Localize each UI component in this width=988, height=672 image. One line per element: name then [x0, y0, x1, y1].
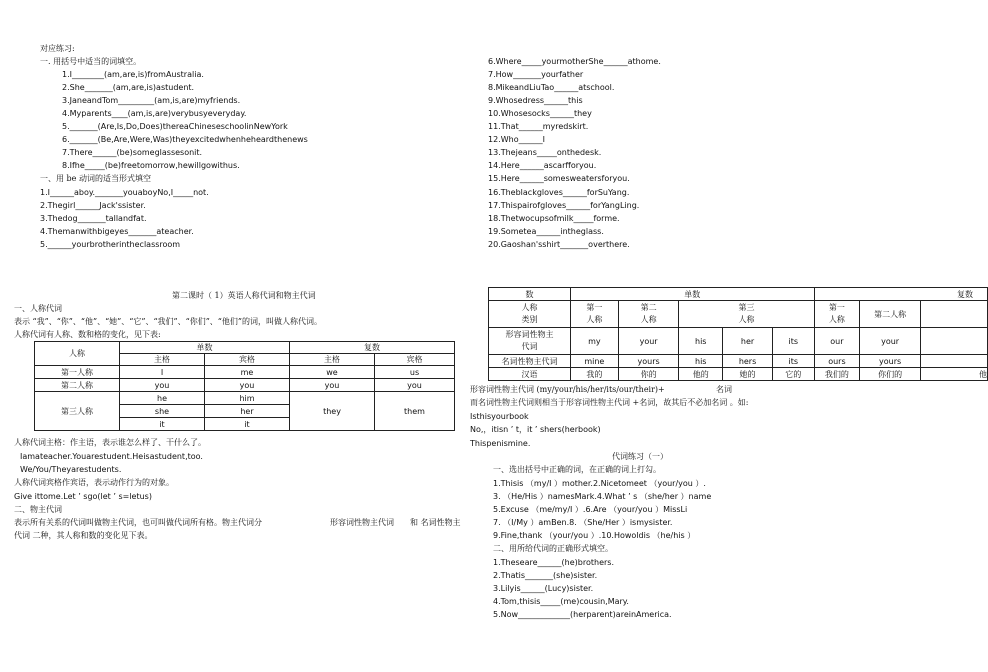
- table-cell: 他的: [679, 368, 723, 381]
- table-header-singular: 单数: [570, 288, 814, 301]
- example-sentence: Thispenismine.: [470, 439, 531, 448]
- exercise-item: 17.Thispairofgloves______forYangLing.: [488, 201, 640, 210]
- table-header-plural: 复数: [290, 342, 455, 354]
- table-cell: our: [814, 328, 860, 355]
- column-header: 第一 人称: [814, 301, 860, 328]
- section-heading: 一、人称代词: [14, 304, 62, 313]
- column-header: 第一 人称: [570, 301, 618, 328]
- table-cell: its: [773, 328, 814, 355]
- exercise-item: 11.That______myredskirt.: [488, 122, 589, 131]
- table-cell: it: [120, 418, 205, 431]
- example-sentence: No,，itisn ’ t，it ’ shers(herbook): [470, 425, 601, 434]
- exercise-item: 5.______yourbrotherintheclassroom: [40, 240, 181, 249]
- note-line: 而名词性物主代词则相当于形容词性物主代词 +名词，故其后不必加名词 。如:: [470, 398, 749, 407]
- table-cell: us: [375, 366, 455, 379]
- possessive-pronoun-table: [488, 287, 988, 381]
- table-cell: your: [860, 328, 921, 355]
- exercise-heading: 对应练习:: [40, 44, 75, 53]
- paragraph: 人称代词有人称、数和格的变化，见下表:: [14, 330, 161, 339]
- table-cell: him: [205, 392, 290, 405]
- exercise-item: 16.Theblackgloves______forSuYang.: [488, 188, 630, 197]
- exercise-item: 4.Myparents____(am,is,are)verybusyeveryday.: [62, 109, 247, 118]
- column-header: 第二人称: [860, 301, 921, 328]
- example-sentence: Isthisyourbook: [470, 412, 529, 421]
- exercise-item: 10.Whosesocks______they: [488, 109, 592, 118]
- paragraph: 表示所有关系的代词叫做物主代词，也可叫做代词所有格。物主代词分: [14, 518, 262, 527]
- table-cell: he: [120, 392, 205, 405]
- table-cell: [920, 355, 987, 368]
- table-cell: 我们的: [814, 368, 860, 381]
- personal-pronoun-table: [34, 341, 455, 431]
- table-header-plural: 复数: [814, 288, 987, 301]
- exercise-item: 1.I________(am,are,is)fromAustralia.: [62, 70, 204, 79]
- exercise-item: 3.Thedog_______tallandfat.: [40, 214, 147, 223]
- column-header: 第二 人称: [618, 301, 679, 328]
- exercise-item: 4.Tom,thisis_____(me)cousin,Mary.: [493, 597, 629, 606]
- table-cell: her: [723, 328, 773, 355]
- exercise-item: 18.Thetwocupsofmilk_____forme.: [488, 214, 620, 223]
- column-header: 主格: [120, 354, 205, 366]
- table-cell: her: [205, 405, 290, 418]
- row-label: 名词性物主代词: [489, 355, 571, 368]
- table-cell: 它的: [773, 368, 814, 381]
- exercise-item: 14.Here______ascarfforyou.: [488, 161, 597, 170]
- table-cell: you: [120, 379, 205, 392]
- table-cell: hers: [723, 355, 773, 368]
- exercise-item: 6.Where_____yourmotherShe______athome.: [488, 57, 661, 66]
- exercise-item: 5.Now_____________(herparent)areinAmerica.: [493, 610, 672, 619]
- table-cell: 她的: [723, 368, 773, 381]
- column-header: [920, 301, 987, 328]
- table-cell: I: [120, 366, 205, 379]
- table-cell: them: [375, 392, 455, 431]
- exercise-item: 7.There______(be)someglassesonit.: [62, 148, 203, 157]
- row-label: 形容词性物主 代词: [489, 328, 571, 355]
- header-person-category: [489, 301, 571, 328]
- table-cell: your: [618, 328, 679, 355]
- column-header: 宾格: [205, 354, 290, 366]
- exercise-item: 9.Fine,thank （your/you ）.10.Howoldis （he/his ）: [493, 531, 696, 540]
- exercise-title: 代词练习（一）: [612, 452, 668, 461]
- exercise-item: 15.Here______somesweatersforyou.: [488, 174, 630, 183]
- note-line: 形容词性物主代词 (my/your/his/her/its/our/their)+: [470, 385, 665, 394]
- table-cell: yours: [860, 355, 921, 368]
- exercise-item: 5.Excuse （me/my/I ）.6.Are （your/you ）MissLi: [493, 505, 688, 514]
- table-cell: [920, 328, 987, 355]
- lesson-title: 第二课时（ 1）英语人称代词和物主代词: [172, 291, 316, 300]
- table-cell: 你们的: [860, 368, 921, 381]
- exercise-item: 19.Sometea______intheglass.: [488, 227, 604, 236]
- table-cell: you: [375, 379, 455, 392]
- exercise-item: 7.How_______yourfather: [488, 70, 584, 79]
- exercise-item: 1.Theseare______(he)brothers.: [493, 558, 614, 567]
- table-cell: its: [773, 355, 814, 368]
- table-cell: she: [120, 405, 205, 418]
- table-cell: you: [290, 379, 375, 392]
- paragraph: 形容词性物主代词: [330, 518, 394, 527]
- table-header-singular: 单数: [120, 342, 290, 354]
- table-cell: they: [290, 392, 375, 431]
- table-cell: me: [205, 366, 290, 379]
- exercise-item: 9.Whosedress______this: [488, 96, 583, 105]
- table-cell: yours: [618, 355, 679, 368]
- section-title-2: 一、用 be 动词的适当形式填空: [40, 174, 151, 183]
- row-label: 第三人称: [35, 392, 120, 431]
- header-person: 人称: [521, 303, 538, 312]
- paragraph: 表示 “我”、“你”、“他”、“她”、“它”、“我们”、“你们”、“他们”的词，叫做人称代词。: [14, 317, 322, 326]
- exercise-item: 4.Themanwithbigeyes_______ateacher.: [40, 227, 194, 236]
- example-sentence: Iamateacher.Youarestudent.Heisastudent,too.: [20, 452, 203, 461]
- table-cell: 我的: [570, 368, 618, 381]
- exercise-item: 2.Thegirl______Jack'ssister.: [40, 201, 146, 210]
- row-label: 汉语: [489, 368, 571, 381]
- paragraph: 代词 二种，其人称和数的变化见下表。: [14, 531, 153, 540]
- exercise-item: 3.Lilyis______(Lucy)sister.: [493, 584, 594, 593]
- table-cell: it: [205, 418, 290, 431]
- paragraph: 人称代词宾格作宾语，表示动作行为的对象。: [14, 478, 174, 487]
- row-label: 第二人称: [35, 379, 120, 392]
- column-header: 宾格: [375, 354, 455, 366]
- section-title-1: 一. 用括号中适当的词填空。: [40, 57, 142, 66]
- exercise-item: 12.Who______I: [488, 135, 545, 144]
- exercise-item: 1.I______aboy._______youaboyNo,I_____not.: [40, 188, 209, 197]
- table-cell: you: [205, 379, 290, 392]
- exercise-item: 20.Gaoshan'sshirt_______overthere.: [488, 240, 630, 249]
- example-sentence: We/You/Theyarestudents.: [20, 465, 122, 474]
- exercise-item: 3.JaneandTom_________(am,is,are)myfriends.: [62, 96, 241, 105]
- table-cell: his: [679, 328, 723, 355]
- exercise-item: 6._______(Be,Are,Were,Was)theyexcitedwhenheheardthenews: [62, 135, 308, 144]
- section-heading: 二、物主代词: [14, 505, 62, 514]
- row-label: 第一人称: [35, 366, 120, 379]
- table-cell: my: [570, 328, 618, 355]
- exercise-item: 3. （He/His ）namesMark.4.What ’ s （she/her ）name: [493, 492, 712, 501]
- exercise-item: 2.She_______(am,are,is)astudent.: [62, 83, 195, 92]
- table-cell: 他: [920, 368, 987, 381]
- exercise-item: 13.Thejeans_____onthedesk.: [488, 148, 602, 157]
- header-number: 数: [489, 288, 571, 301]
- note-line: 名词: [716, 385, 732, 394]
- section-title: 二、用所给代词的正确形式填空。: [493, 544, 613, 553]
- example-sentence: Give ittome.Let ’ sgo(let ’ s=letus): [14, 492, 152, 501]
- paragraph: 人称代词主格：作主语，表示谁怎么样了、干什么了。: [14, 438, 206, 447]
- exercise-item: 2.Thatis_______(she)sister.: [493, 571, 598, 580]
- exercise-item: 5._______(Are,Is,Do,Does)thereaChineseschoolinNewYork: [62, 122, 288, 131]
- section-title: 一、选出括号中正确的词，在正确的词上打勾。: [493, 465, 661, 474]
- table-cell: ours: [814, 355, 860, 368]
- table-cell: we: [290, 366, 375, 379]
- exercise-item: 7. （I/My ）amBen.8. （She/Her ）ismysister.: [493, 518, 673, 527]
- paragraph: 和 名词性物主: [410, 518, 461, 527]
- column-header: 第三 人称: [679, 301, 814, 328]
- table-cell: mine: [570, 355, 618, 368]
- header-category: 类别: [521, 315, 538, 324]
- exercise-item: 8.Ifhe_____(be)freetomorrow,hewillgowithus.: [62, 161, 240, 170]
- exercise-item: 8.MikeandLiuTao______atschool.: [488, 83, 615, 92]
- table-header-person: 人称: [35, 342, 120, 366]
- column-header: 主格: [290, 354, 375, 366]
- table-cell: 你的: [618, 368, 679, 381]
- table-cell: his: [679, 355, 723, 368]
- exercise-item: 1.Thisis （my/I ）mother.2.Nicetomeet （your/you ）.: [493, 479, 706, 488]
